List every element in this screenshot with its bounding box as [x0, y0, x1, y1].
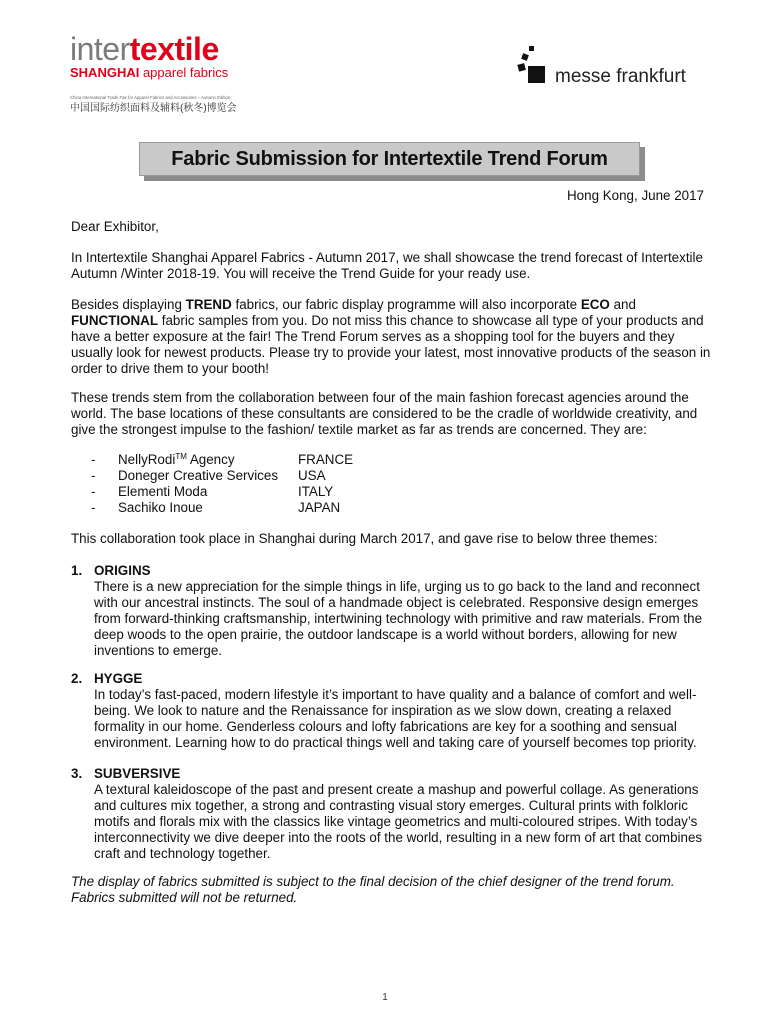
- title-banner: [139, 142, 640, 176]
- logo-subtitle: [70, 65, 310, 81]
- theme-number: 3.: [71, 766, 83, 781]
- theme-heading: ORIGINS: [94, 563, 151, 578]
- theme-hygge: [71, 671, 711, 751]
- agency-name-suffix: Agency: [186, 452, 235, 467]
- theme-origins: [71, 563, 711, 659]
- theme-number: 2.: [71, 671, 83, 686]
- agency-name: Sachiko Inoue: [118, 500, 203, 515]
- messe-frankfurt-mark-icon: [515, 44, 551, 90]
- para2-text-3: and: [609, 297, 636, 312]
- logo-inter: inter: [70, 31, 130, 67]
- list-dash: -: [91, 468, 96, 483]
- theme-heading: HYGGE: [94, 671, 143, 686]
- theme-number: 1.: [71, 563, 83, 578]
- agency-country: ITALY: [298, 484, 334, 499]
- logo-wordmark: [70, 33, 310, 65]
- para2-text-1: Besides displaying: [71, 297, 186, 312]
- paragraph-intro: In Intertextile Shanghai Apparel Fabrics - Autumn 2017, we shall showcase the trend forecast of Intertextile Autumn /Winter 2018-19. You will receive the Trend Guide for your ready use.: [71, 250, 703, 281]
- theme-subversive: [71, 766, 711, 862]
- footnote: The display of fabrics submitted is subject to the final decision of the chief designer of the trend forum. Fabrics submitted will not be returned.: [71, 874, 675, 905]
- dateline: Hong Kong, June 2017: [567, 188, 704, 203]
- paragraph-display-programme: [71, 297, 711, 377]
- trademark-sup: TM: [175, 452, 187, 461]
- agency-name: Doneger Creative Services: [118, 468, 279, 483]
- page-number: 1: [382, 992, 388, 1003]
- para2-text-2: fabrics, our fabric display programme will also incorporate: [231, 297, 581, 312]
- para2-functional: FUNCTIONAL: [71, 313, 159, 328]
- agency-name: Elementi Moda: [118, 484, 208, 499]
- theme-description: There is a new appreciation for the simple things in life, urging us to go back to the land and reconnect with our ancestral instincts. The soul of a handmade object is celebrated. Responsive design emerges from forward-thinking craftsmanship, intertwining technology with primitive and raw materials. From the deep woods to the open prairie, the outdoor landscape is a world without borders, allowing for new inventions to emerge.: [94, 579, 703, 658]
- logo-chinese: 中国国际纺织面料及辅料(秋冬)博览会: [70, 103, 237, 114]
- agency-country: FRANCE: [298, 452, 354, 467]
- para2-trend: TREND: [185, 297, 232, 312]
- paragraph-agencies-intro: These trends stem from the collaboration between four of the main fashion forecast agencies around the world. The base locations of these consultants are considered to be the cradle of worldwide creativity, and give the strongest impulse to the fashion/ textile market as far as trends are concerned. They are:: [71, 390, 698, 437]
- logo-rest: apparel fabrics: [139, 65, 229, 80]
- document-title: Fabric Submission for Intertextile Trend Forum: [171, 147, 608, 170]
- theme-heading: SUBVERSIVE: [94, 766, 181, 781]
- logo-tagline: China International Trade Fair for Apparel Fabrics and Accessories – Autumn Edition: [70, 95, 231, 100]
- agency-country: JAPAN: [298, 500, 341, 515]
- agency-name: [118, 452, 235, 468]
- agency-name-text: NellyRodi: [118, 452, 176, 467]
- intertextile-logo: [70, 33, 310, 115]
- para2-text-4: fabric samples from you. Do not miss this chance to showcase all type of your products and have a better exposure at the fair! The Trend Forum serves as a shopping tool for the buyers and they usually look for newest products. Please try to provide your latest, most innovative products of the season in order to drive them to your booth!: [71, 313, 711, 376]
- list-dash: -: [91, 452, 96, 467]
- list-dash: -: [91, 500, 96, 515]
- messe-frankfurt-text: messe frankfurt: [555, 66, 686, 87]
- theme-description: A textural kaleidoscope of the past and present create a mashup and powerful collage. As generations and cultures mix together, a strong and contrasting visual story emerges. Cultural prints with folkloric motifs and florals mix with the classics like vintage geometrics and multi-coloured stripes. With today’s interconnectivity we dive deeper into the roots of the world, resulting in a new form of art that combines craft and technology together.: [94, 782, 703, 861]
- para2-eco: ECO: [580, 297, 610, 312]
- paragraph-collaboration: This collaboration took place in Shanghai during March 2017, and gave rise to below three themes:: [71, 531, 658, 546]
- list-dash: -: [91, 484, 96, 499]
- agency-country: USA: [298, 468, 326, 483]
- logo-textile: textile: [129, 31, 219, 67]
- logo-city: SHANGHAI: [70, 65, 140, 80]
- salutation: Dear Exhibitor,: [71, 219, 159, 234]
- messe-frankfurt-logo: [515, 44, 715, 94]
- theme-description: In today’s fast-paced, modern lifestyle it’s important to have quality and a balance of comfort and well-being. We look to nature and the Renaissance for inspiration as we slow down, creating a relaxed formality in our home. Genderless colours and lofty fabrications are key for a soothing and sensual environment. Learning how to do practical things well and taking care of yourself becomes top priority.: [94, 687, 697, 750]
